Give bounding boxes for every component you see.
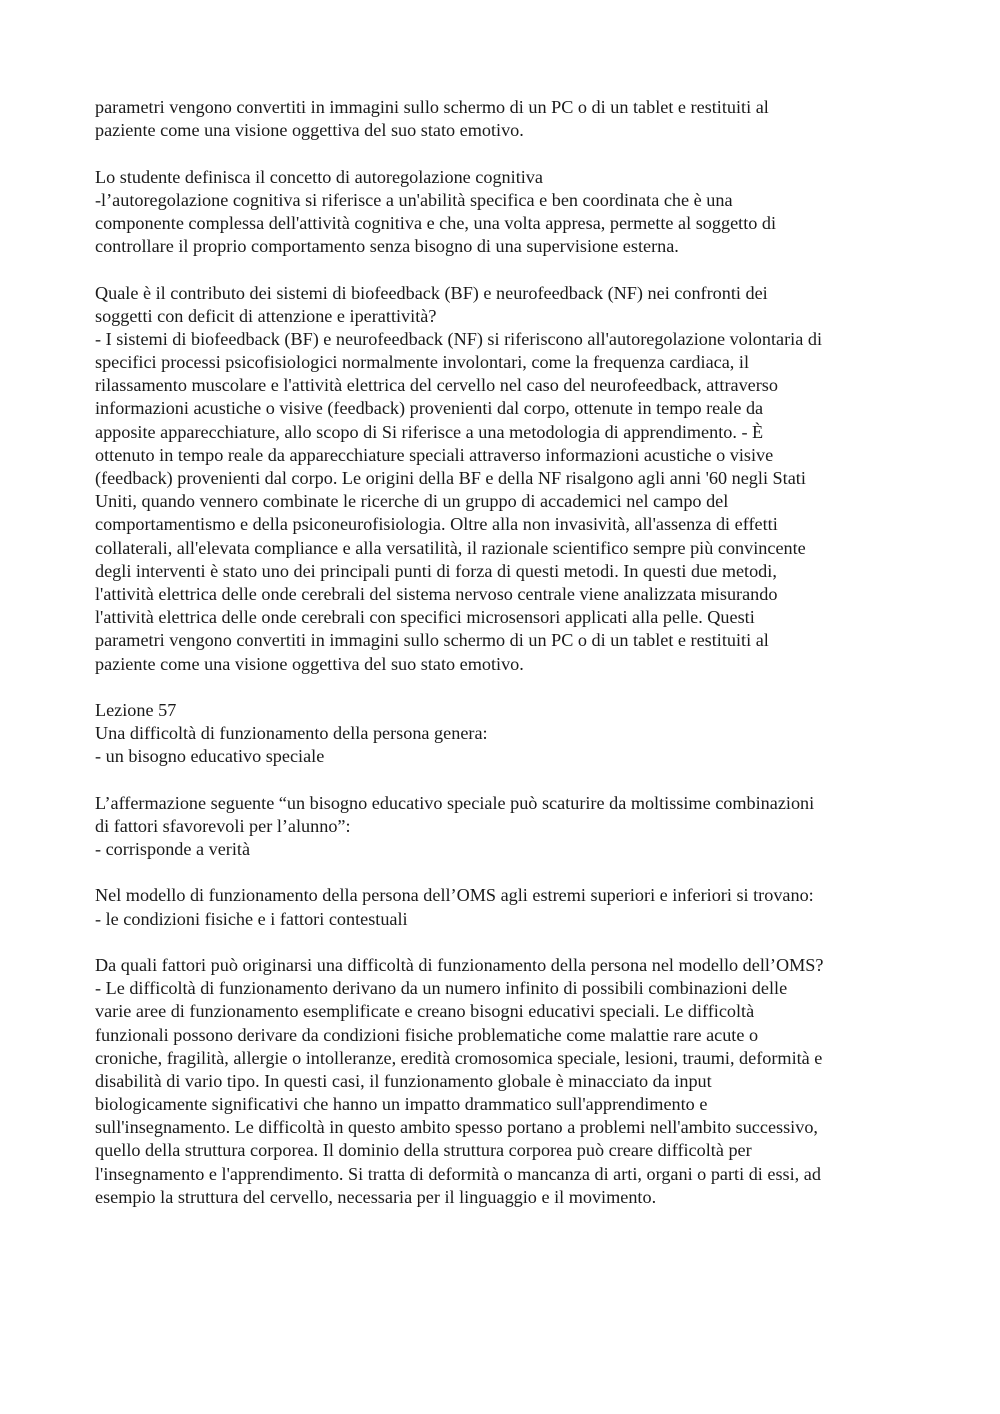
answer-line: biologicamente significativi che hanno un impatto drammatico sull'apprendimento e	[95, 1094, 708, 1115]
answer-line: - I sistemi di biofeedback (BF) e neurofeedback (NF) si riferiscono all'autoregolazione volontaria di	[95, 328, 822, 349]
answer-line: - le condizioni fisiche e i fattori contestuali	[95, 908, 408, 929]
answer-line: -l’autoregolazione cognitiva si riferisce a un'abilità specifica e ben coordinata che è una	[95, 189, 733, 210]
question-text: Una difficoltà di funzionamento della persona genera:	[95, 723, 488, 744]
paragraph-intro-continuation	[95, 96, 907, 142]
answer-line: specifici processi psicofisiologici normalmente involontari, come la frequenza cardiaca, il	[95, 352, 749, 373]
question-fattori	[95, 954, 907, 1209]
question-text: L’affermazione seguente “un bisogno educativo speciale può scaturire da moltissime combinazioni	[95, 792, 815, 813]
section-lezione-57	[95, 699, 907, 769]
paragraph-spacer	[95, 676, 907, 699]
question-text: di fattori sfavorevoli per l’alunno”:	[95, 815, 351, 836]
answer-line: - un bisogno educativo speciale	[95, 746, 325, 767]
answer-line: degli interventi è stato uno dei principali punti di forza di questi metodi. In questi due metodi,	[95, 560, 777, 581]
answer-line: varie aree di funzionamento esemplificate e creano bisogni educativi speciali. Le difficoltà	[95, 1001, 755, 1022]
answer-line: paziente come una visione oggettiva del suo stato emotivo.	[95, 653, 524, 674]
answer-line: l'attività elettrica delle onde cerebrali del sistema nervoso centrale viene analizzata misurando	[95, 583, 778, 604]
question-text: Nel modello di funzionamento della persona dell’OMS agli estremi superiori e inferiori si trovano:	[95, 885, 814, 906]
answer-line: - corrisponde a verità	[95, 839, 251, 859]
question-autoregolazione	[95, 166, 907, 259]
answer-line: l'insegnamento e l'apprendimento. Si tratta di deformità o mancanza di arti, organi o parti di essi, ad	[95, 1163, 821, 1184]
paragraph-spacer	[95, 768, 907, 791]
paragraph-spacer	[95, 931, 907, 954]
answer-line: ottenuto in tempo reale da apparecchiature speciali attraverso informazioni acustiche o visive	[95, 444, 774, 465]
answer-line: sull'insegnamento. Le difficoltà in questo ambito spesso portano a problemi nell'ambito successivo,	[95, 1117, 818, 1138]
document-page	[95, 96, 907, 1209]
question-text: Lo studente definisca il concetto di autoregolazione cognitiva	[95, 166, 543, 187]
question-text: soggetti con deficit di attenzione e iperattività?	[95, 305, 437, 326]
answer-line: apposite apparecchiature, allo scopo di Si riferisce a una metodologia di apprendimento. - È	[95, 421, 764, 442]
question-text: Da quali fattori può originarsi una difficoltà di funzionamento della persona nel modello dell’OMS?	[95, 954, 824, 975]
answer-line: funzionali possono derivare da condizioni fisiche problematiche come malattie rare acute o	[95, 1024, 759, 1045]
answer-line: rilassamento muscolare e l'attività elettrica del cervello nel caso del neurofeedback, attraverso	[95, 375, 778, 396]
text-line: paziente come una visione oggettiva del suo stato emotivo.	[95, 120, 524, 141]
lesson-heading: Lezione 57	[95, 699, 177, 720]
answer-line: disabilità di vario tipo. In questi casi, il funzionamento globale è minacciato da input	[95, 1070, 712, 1091]
answer-line: collaterali, all'elevata compliance e alla versatilità, il razionale scientifico sempre più convincente	[95, 537, 806, 558]
answer-line: croniche, fragilità, allergie o intolleranze, eredità cromosomica speciale, lesioni, traumi, deformità e	[95, 1047, 823, 1068]
answer-line: - Le difficoltà di funzionamento derivano da un numero infinito di possibili combinazioni delle	[95, 978, 788, 999]
answer-line: comportamentismo e della psiconeurofisiologia. Oltre alla non invasività, all'assenza di effetti	[95, 514, 778, 535]
answer-line: controllare il proprio comportamento senza bisogno di una supervisione esterna.	[95, 236, 679, 257]
question-modello-oms	[95, 884, 907, 930]
answer-line: parametri vengono convertiti in immagini sullo schermo di un PC o di un tablet e restituiti al	[95, 630, 769, 651]
answer-line: quello della struttura corporea. Il dominio della struttura corporea può creare difficoltà per	[95, 1140, 752, 1161]
paragraph-spacer	[95, 861, 907, 884]
answer-line: informazioni acustiche o visive (feedback) provenienti dal corpo, ottenute in tempo reale da	[95, 398, 764, 419]
answer-line: (feedback) provenienti dal corpo. Le origini della BF e della NF risalgono agli anni '60 negli Stati	[95, 468, 806, 488]
question-affermazione	[95, 792, 907, 862]
answer-line: componente complessa dell'attività cognitiva e che, una volta appresa, permette al soggetto di	[95, 212, 777, 233]
answer-line: Uniti, quando vennero combinate le ricerche di un gruppo di accademici nel campo del	[95, 491, 729, 512]
question-text: Quale è il contributo dei sistemi di biofeedback (BF) e neurofeedback (NF) nei confronti dei	[95, 282, 768, 303]
paragraph-spacer	[95, 258, 907, 281]
text-line: parametri vengono convertiti in immagini sullo schermo di un PC o di un tablet e restituiti al	[95, 97, 769, 117]
answer-line: l'attività elettrica delle onde cerebrali con specifici microsensori applicati alla pelle. Questi	[95, 607, 755, 628]
paragraph-spacer	[95, 142, 907, 165]
answer-line: esempio la struttura del cervello, necessaria per il linguaggio e il movimento.	[95, 1186, 657, 1207]
question-biofeedback	[95, 282, 907, 676]
